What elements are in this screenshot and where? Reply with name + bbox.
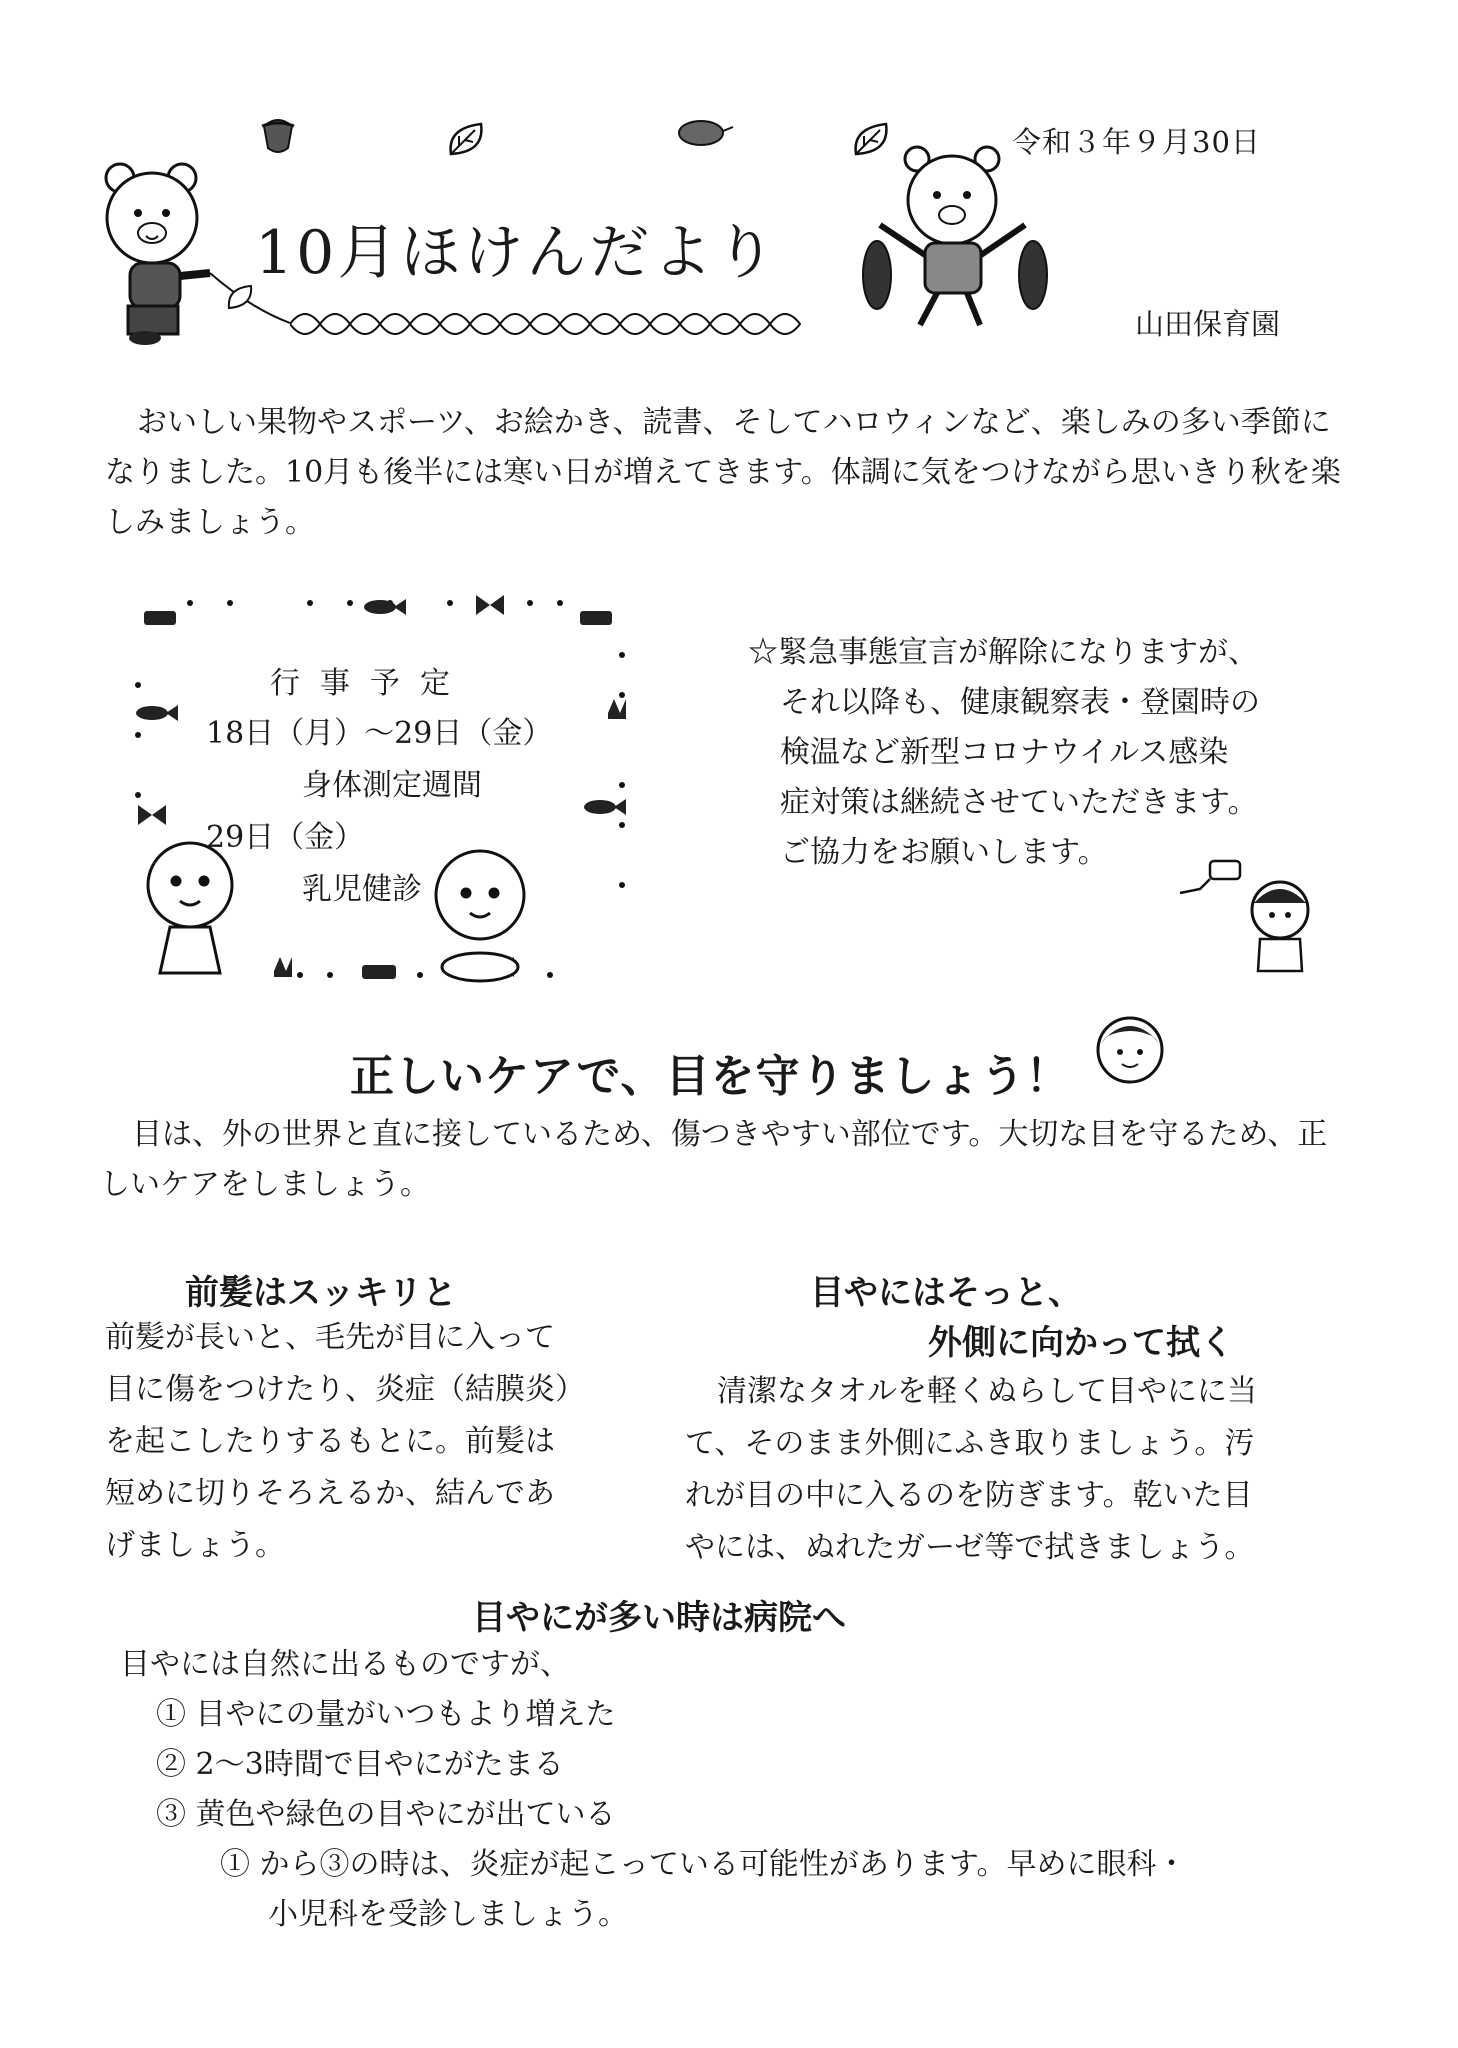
bangs-line: 目に傷をつけたり、炎症（結膜炎） bbox=[105, 1372, 585, 1407]
bear-with-potatoes-illustration bbox=[855, 145, 1065, 335]
car-icon bbox=[580, 611, 612, 625]
leaf-garland bbox=[290, 300, 820, 348]
bangs-line: げましょう。 bbox=[105, 1528, 285, 1563]
sweet-potato-icon bbox=[675, 115, 735, 150]
child-illustration bbox=[436, 851, 524, 981]
hospital-list bbox=[120, 1640, 1187, 1940]
schedule-event: 身体測定週間 bbox=[302, 768, 482, 803]
bangs-text bbox=[105, 1312, 585, 1572]
hospital-heading: 目やにが多い時は病院へ bbox=[472, 1598, 846, 1638]
fish-icon bbox=[364, 599, 406, 615]
girl-face-illustration bbox=[1090, 1008, 1170, 1088]
tulip-icon bbox=[274, 957, 292, 977]
acorn-icon bbox=[258, 112, 298, 157]
intro-paragraph: おいしい果物やスポーツ、お絵かき、読書、そしてハロウィンなど、楽しみの多い季節になりました。10月も後半には寒い日が増えてきます。体調に気をつけながら思いきり秋を楽しみましょう。 bbox=[105, 405, 1341, 540]
discharge-line: 清潔なタオルを軽くぬらして目やにに当 bbox=[717, 1374, 1257, 1409]
newsletter-title: 10月ほけんだより bbox=[255, 218, 779, 288]
leaf-icon bbox=[445, 118, 487, 160]
covid-notice bbox=[748, 628, 1348, 878]
bear-illustration bbox=[100, 158, 300, 348]
bangs-line: を起こしたりするもとに。前髪は bbox=[105, 1424, 555, 1459]
notice-line: 検温など新型コロナウイルス感染 bbox=[780, 735, 1229, 770]
eye-care-intro: 目は、外の世界と直に接しているため、傷つきやすい部位です。大切な目を守るため、正しいケアをしましょう。 bbox=[100, 1117, 1328, 1202]
schedule-date: 18日（月）～29日（金） bbox=[206, 716, 553, 751]
hospital-lead: 目やには自然に出るものですが、 bbox=[120, 1647, 570, 1682]
list-item: ③ 黄色や緑色の目やにが出ている bbox=[156, 1797, 616, 1832]
list-item: ① 目やにの量がいつもより増えた bbox=[156, 1697, 616, 1732]
bangs-line: 短めに切りそろえるか、結んであ bbox=[105, 1476, 555, 1511]
fish-icon bbox=[136, 705, 178, 721]
fish-icon bbox=[584, 799, 626, 815]
list-item: ② 2～3時間で目やにがたまる bbox=[156, 1747, 564, 1782]
discharge-line: やには、ぬれたガーゼ等で拭きましょう。 bbox=[685, 1530, 1255, 1565]
butterfly-icon bbox=[476, 595, 504, 615]
notice-line: ☆緊急事態宣言が解除になりますが、 bbox=[748, 635, 1258, 670]
butterfly-icon bbox=[138, 805, 166, 825]
child-illustration bbox=[148, 843, 232, 973]
discharge-text bbox=[685, 1366, 1257, 1574]
car-icon bbox=[362, 965, 396, 979]
discharge-line: て、そのまま外側にふき取りましょう。汚 bbox=[685, 1426, 1255, 1461]
discharge-line: れが目の中に入るのを防ぎます。乾いた目 bbox=[685, 1478, 1253, 1513]
hospital-conclusion-line2: 小児科を受診しましょう。 bbox=[268, 1897, 628, 1932]
eye-care-heading: 正しいケアで、目を守りましょう！ bbox=[350, 1051, 1071, 1102]
discharge-heading-line2: 外側に向かって拭く bbox=[928, 1323, 1234, 1363]
temperature-check-illustration bbox=[1170, 855, 1320, 975]
car-icon bbox=[144, 611, 176, 625]
notice-line: それ以降も、健康観察表・登園時の bbox=[780, 685, 1260, 720]
schedule-title: 行事予定 bbox=[270, 666, 470, 701]
schedule-date: 29日（金） bbox=[206, 820, 365, 855]
small-leaf-icon bbox=[225, 282, 255, 312]
discharge-heading: 目やにはそっと、 bbox=[810, 1273, 1082, 1313]
schedule-event: 乳児健診 bbox=[302, 872, 422, 907]
notice-line: ご協力をお願いします。 bbox=[780, 835, 1108, 870]
notice-line: 症対策は継続させていただきます。 bbox=[780, 785, 1258, 820]
hospital-conclusion: ① から③の時は、炎症が起こっている可能性があります。早めに眼科・ bbox=[220, 1847, 1187, 1882]
issue-date: 令和３年９月30日 bbox=[1012, 125, 1261, 159]
tulip-icon bbox=[608, 699, 626, 719]
bangs-heading: 前髪はスッキリと bbox=[185, 1273, 457, 1313]
nursery-name: 山田保育園 bbox=[1135, 307, 1281, 341]
bangs-line: 前髪が長いと、毛先が目に入って bbox=[105, 1320, 555, 1355]
